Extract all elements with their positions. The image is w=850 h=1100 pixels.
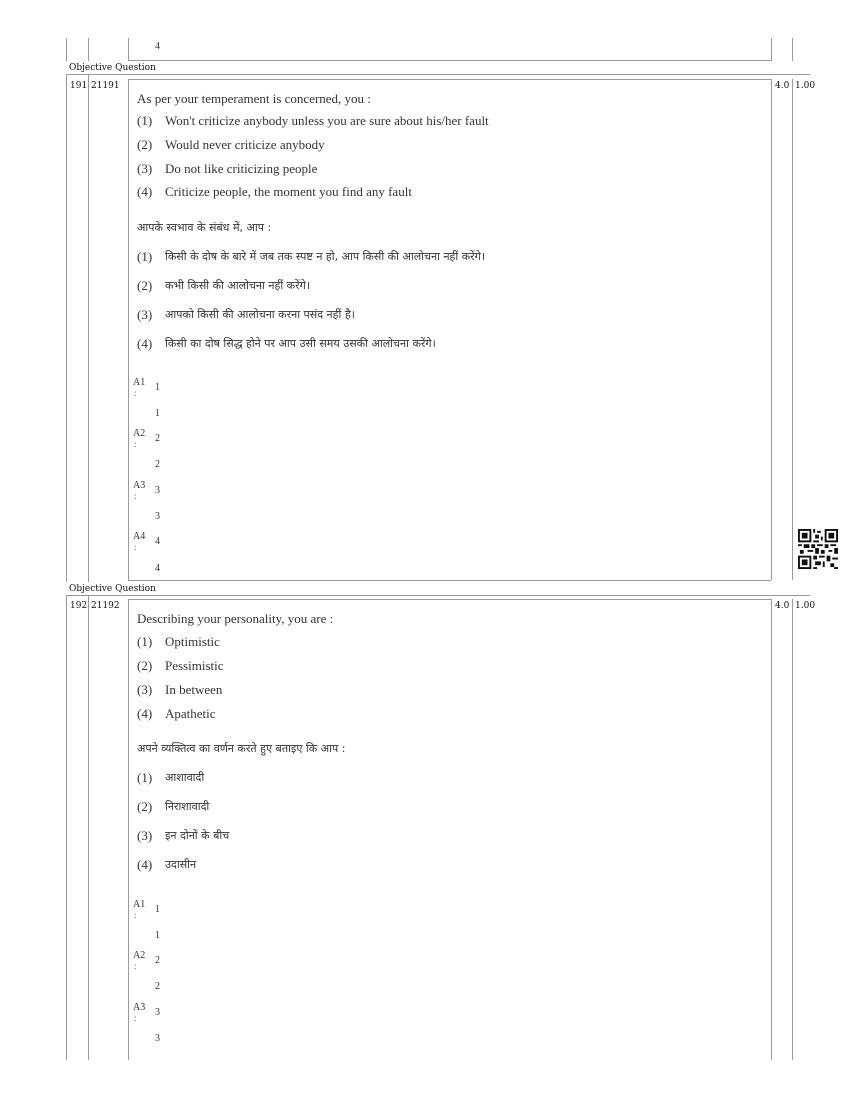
option-hindi-1: (1) किसी के दोष के बारे में जब तक स्पष्ट न हो, आप किसी की आलोचना नहीं करेंगे। [137,249,486,264]
question-stem-english: Describing your personality, you are : [137,611,334,626]
question-type-label: Objective Question [69,63,156,73]
question-negative-marks: 1.00 [795,601,816,611]
option-english-2: (2) Would never criticize anybody [137,137,325,152]
question-serial: 192 [70,601,88,611]
option-hindi-4: (4) किसी का दोष सिद्ध होने पर आप उसी समय उसकी आलोचना करेंगे। [137,336,436,351]
question-negative-marks: 1.00 [795,81,816,91]
qr-code-icon [798,529,838,569]
option-english-1: (1) Won't criticize anybody unless you are sure about his/her fault [137,113,489,128]
option-english-2: (2) Pessimistic [137,658,224,673]
option-hindi-3: (3) इन दोनों के बीच [137,828,230,843]
option-english-4: (4) Criticize people, the moment you find any fault [137,184,412,199]
question-stem-english: As per your temperament is concerned, you : [137,91,371,106]
option-english-4: (4) Apathetic [137,706,216,721]
option-hindi-4: (4) उदासीन [137,857,197,872]
question-marks: 4.0 [775,81,790,91]
option-hindi-2: (2) निराशावादी [137,799,210,814]
option-hindi-2: (2) कभी किसी की आलोचना नहीं करेंगे। [137,278,310,293]
previous-answer-id: 4 [155,41,160,52]
option-english-1: (1) Optimistic [137,634,220,649]
question-id: 21192 [91,601,120,611]
question-stem-hindi: आपके स्वभाव के संबंध में, आप : [137,221,272,234]
question-marks: 4.0 [775,601,790,611]
question-serial: 191 [70,81,88,91]
option-hindi-3: (3) आपको किसी की आलोचना करना पसंद नहीं है। [137,307,355,322]
question-stem-hindi: अपने व्यक्तित्व का वर्णन करते हुए बताइए कि आप : [137,742,346,755]
question-id: 21191 [91,81,120,91]
option-english-3: (3) Do not like criticizing people [137,161,318,176]
option-english-3: (3) In between [137,682,223,697]
option-hindi-1: (1) आशावादी [137,770,205,785]
question-type-label: Objective Question [69,584,156,594]
